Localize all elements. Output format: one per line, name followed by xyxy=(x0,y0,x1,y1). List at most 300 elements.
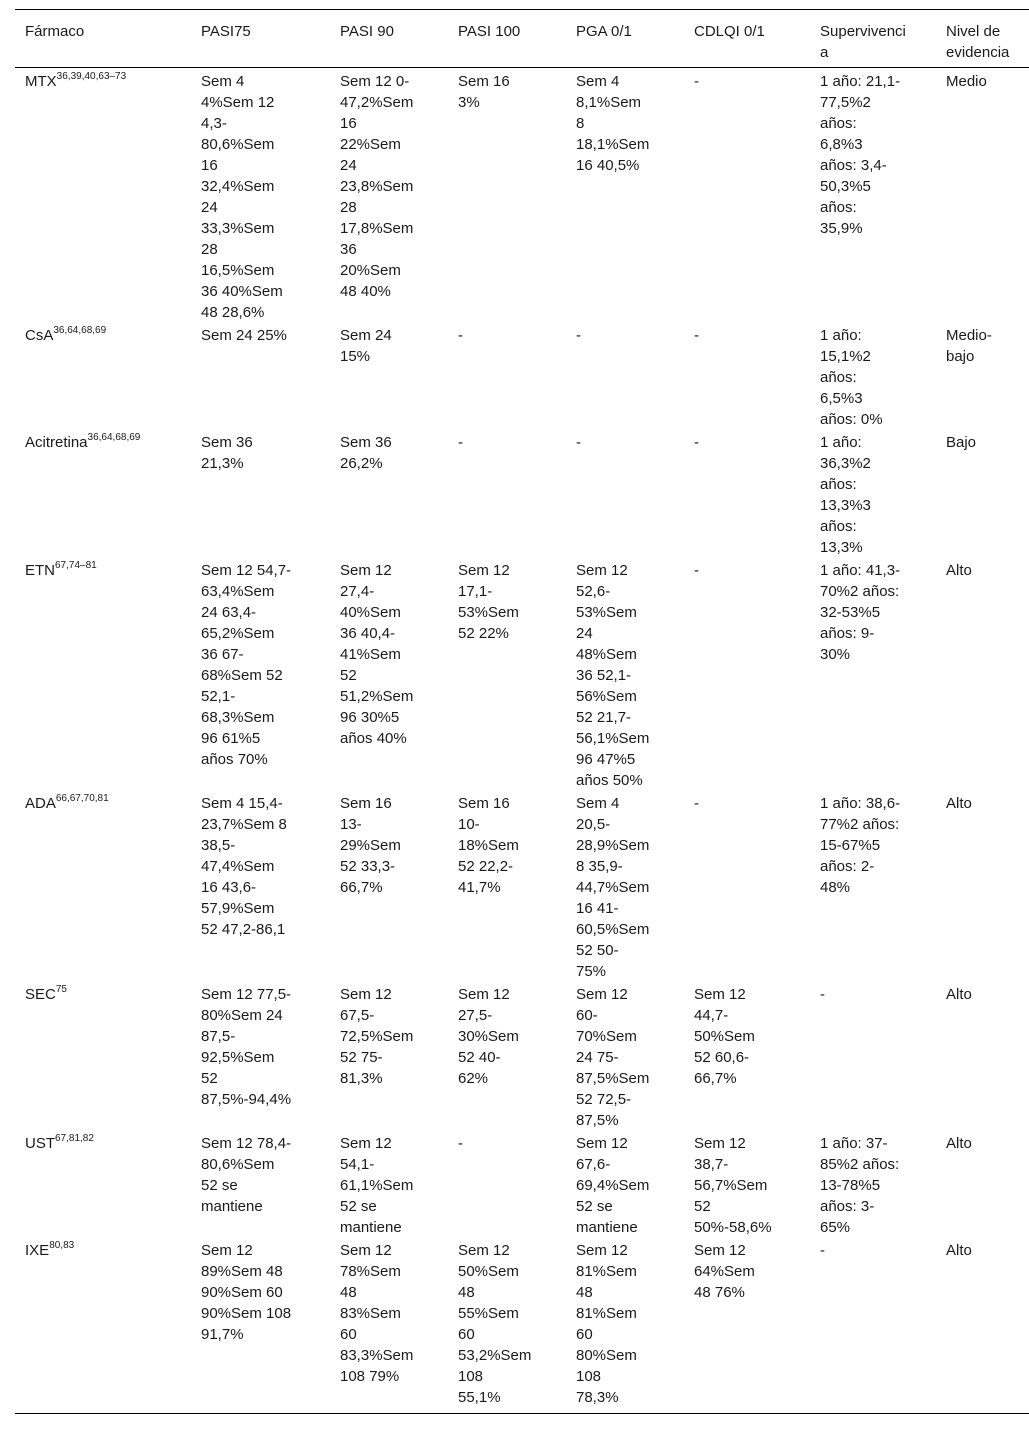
cell-line: 60 xyxy=(340,1326,357,1343)
cell-line: 4,3- xyxy=(201,115,227,132)
cell-line: 17,8%Sem xyxy=(340,220,414,237)
cell-line: 8 35,9- xyxy=(576,858,623,875)
cell-line: Medio xyxy=(946,73,987,90)
cell-line: 18%Sem xyxy=(458,837,519,854)
cell-pga xyxy=(576,1240,658,1408)
cell-line: 51,2%Sem xyxy=(340,688,414,705)
cell-line: 16 xyxy=(201,157,218,174)
cell-pasi75 xyxy=(201,793,301,940)
cell-line: 40%Sem xyxy=(340,604,401,621)
cell-line: 47,2%Sem xyxy=(340,94,414,111)
cell-line: años: xyxy=(820,199,857,216)
cell-line: 53,2%Sem xyxy=(458,1347,532,1364)
drug-references: 67,81,82 xyxy=(55,1133,94,1144)
cell-line: 62% xyxy=(458,1070,489,1087)
cell-line: 50%-58,6% xyxy=(694,1219,772,1236)
cell-line: 13,3%3 xyxy=(820,497,871,514)
cell-pga xyxy=(576,71,658,176)
cell-line: 53%Sem xyxy=(458,604,519,621)
cell-line: - xyxy=(820,1242,825,1259)
cell-line: 96 30%5 xyxy=(340,709,400,726)
cell-pasi100 xyxy=(458,984,540,1089)
cell-line: 90%Sem 60 xyxy=(201,1284,283,1301)
header-pasi100: PASI 100 xyxy=(458,23,521,40)
cell-line: 66,7% xyxy=(340,879,383,896)
cell-cdlqi xyxy=(694,793,776,814)
drug-references: 80,83 xyxy=(49,1240,75,1251)
cell-line: 15,1%2 xyxy=(820,348,871,365)
cell-line: 20,5- xyxy=(576,816,611,833)
cell-line: 63,4%Sem xyxy=(201,583,275,600)
cell-line: 48 xyxy=(458,1284,475,1301)
cell-line: 64%Sem xyxy=(694,1263,755,1280)
cell-line: 52 xyxy=(340,667,357,684)
header-pasi75: PASI75 xyxy=(201,23,251,40)
cell-line: 65% xyxy=(820,1219,851,1236)
table-header-rule xyxy=(15,67,1029,68)
cell-pasi75 xyxy=(201,1133,301,1217)
cell-nivel-evidencia xyxy=(946,325,1026,367)
cell-line: 41,7% xyxy=(458,879,501,896)
cell-pasi90 xyxy=(340,793,422,898)
cell-line: años: xyxy=(820,115,857,132)
cell-line: 21,3% xyxy=(201,455,244,472)
cell-line: 28 xyxy=(201,241,218,258)
cell-pasi90 xyxy=(340,432,422,474)
cell-line: Sem 24 25% xyxy=(201,327,287,344)
cell-line: 52 75- xyxy=(340,1049,383,1066)
cell-line: 48%Sem xyxy=(576,646,637,663)
cell-line: Sem 16 xyxy=(458,795,510,812)
cell-line: Sem 12 xyxy=(201,1242,253,1259)
cell-line: Bajo xyxy=(946,434,977,451)
cell-line: Sem 12 xyxy=(576,986,628,1003)
cell-line: 27,5- xyxy=(458,1007,493,1024)
drug-label: ETN xyxy=(25,562,55,579)
cell-line: Sem 12 54,7- xyxy=(201,562,292,579)
cell-line: Sem 12 xyxy=(576,1242,628,1259)
cell-line: años: 3,4- xyxy=(820,157,887,174)
cell-line: 80,6%Sem xyxy=(201,1156,275,1173)
cell-line: 4%Sem 12 xyxy=(201,94,275,111)
cell-line: 52 se xyxy=(340,1198,377,1215)
drug-name xyxy=(25,71,195,92)
header-nivel-evidencia: Nivel de evidencia xyxy=(946,23,1010,61)
cell-line: 36 40,4- xyxy=(340,625,396,642)
cell-line: 1 año: 38,6- xyxy=(820,795,901,812)
cell-line: 108 xyxy=(458,1368,484,1385)
cell-line: 87,5% xyxy=(576,1112,619,1129)
cell-line: Alto xyxy=(946,795,972,812)
cell-line: 56%Sem xyxy=(576,688,637,705)
cell-nivel-evidencia xyxy=(946,1133,1026,1154)
cell-line: 48 xyxy=(576,1284,593,1301)
cell-pasi90 xyxy=(340,1240,422,1387)
cell-line: 6,8%3 xyxy=(820,136,863,153)
cell-line: 68%Sem 52 xyxy=(201,667,283,684)
cell-line: 24 xyxy=(340,157,357,174)
cell-line: 26,2% xyxy=(340,455,383,472)
cell-line: 57,9%Sem xyxy=(201,900,275,917)
cell-line: 52 40- xyxy=(458,1049,501,1066)
cell-line: 15-67%5 xyxy=(820,837,881,854)
cell-line: 1 año: 21,1- xyxy=(820,73,901,90)
cell-line: 16,5%Sem xyxy=(201,262,275,279)
cell-line: 17,1- xyxy=(458,583,493,600)
cell-line: 75% xyxy=(576,963,607,980)
cell-pasi75 xyxy=(201,71,301,323)
cell-line: Sem 4 xyxy=(576,795,620,812)
cell-line: 13- xyxy=(340,816,362,833)
cell-line: - xyxy=(576,327,581,344)
cell-line: bajo xyxy=(946,348,975,365)
cell-line: 1 año: xyxy=(820,434,862,451)
cell-line: 3% xyxy=(458,94,480,111)
cell-pasi90 xyxy=(340,71,422,302)
cell-line: - xyxy=(576,434,581,451)
drug-label: MTX xyxy=(25,73,57,90)
cell-pasi100 xyxy=(458,432,540,453)
cell-nivel-evidencia xyxy=(946,984,1026,1005)
cell-line: 52 xyxy=(201,1070,218,1087)
cell-line: 77%2 años: xyxy=(820,816,900,833)
cell-line: Sem 12 xyxy=(340,1135,392,1152)
cell-line: 38,5- xyxy=(201,837,236,854)
cell-pga xyxy=(576,984,658,1131)
cell-line: 48 xyxy=(340,1284,357,1301)
cell-cdlqi xyxy=(694,984,776,1089)
cell-line: Sem 12 78,4- xyxy=(201,1135,292,1152)
cell-line: - xyxy=(694,434,699,451)
header-cdlqi: CDLQI 0/1 xyxy=(694,23,765,40)
cell-line: Sem 16 xyxy=(340,795,392,812)
cell-line: 22%Sem xyxy=(340,136,401,153)
cell-line: Sem 36 xyxy=(340,434,392,451)
cell-line: 50%Sem xyxy=(458,1263,519,1280)
drug-label: IXE xyxy=(25,1242,50,1259)
cell-pasi100 xyxy=(458,325,540,346)
cell-line: 81,3% xyxy=(340,1070,383,1087)
drug-references: 36,64,68,69 xyxy=(87,432,141,443)
cell-pga xyxy=(576,325,658,346)
cell-supervivencia xyxy=(820,984,910,1005)
cell-line: - xyxy=(458,1135,463,1152)
cell-supervivencia xyxy=(820,560,910,665)
cell-line: 66,7% xyxy=(694,1070,737,1087)
cell-line: Sem 4 xyxy=(201,73,245,90)
cell-line: 52,6- xyxy=(576,583,611,600)
cell-line: 81%Sem xyxy=(576,1263,637,1280)
cell-line: 60- xyxy=(576,1007,598,1024)
cell-cdlqi xyxy=(694,1133,776,1238)
cell-nivel-evidencia xyxy=(946,71,1026,92)
cell-line: 70%Sem xyxy=(576,1028,637,1045)
cell-line: 78%Sem xyxy=(340,1263,401,1280)
cell-line: 30%Sem xyxy=(458,1028,519,1045)
cell-line: Sem 12 77,5- xyxy=(201,986,292,1003)
cell-line: Alto xyxy=(946,1242,972,1259)
cell-line: 47,4%Sem xyxy=(201,858,275,875)
cell-line: 30% xyxy=(820,646,851,663)
cell-line: 36 67- xyxy=(201,646,244,663)
cell-supervivencia xyxy=(820,1240,910,1261)
cell-line: 20%Sem xyxy=(340,262,401,279)
cell-line: - xyxy=(694,795,699,812)
cell-line: Sem 12 xyxy=(340,562,392,579)
cell-line: 16 43,6- xyxy=(201,879,257,896)
cell-line: 48 76% xyxy=(694,1284,745,1301)
cell-line: 23,7%Sem 8 xyxy=(201,816,287,833)
cell-line: 36 52,1- xyxy=(576,667,632,684)
cell-line: Sem 12 xyxy=(694,1242,746,1259)
cell-pasi100 xyxy=(458,71,540,113)
cell-line: 48 28,6% xyxy=(201,304,265,321)
drug-references: 67,74–81 xyxy=(55,560,97,571)
cell-line: 69,4%Sem xyxy=(576,1177,650,1194)
cell-line: 81%Sem xyxy=(576,1305,637,1322)
cell-cdlqi xyxy=(694,71,776,92)
cell-line: - xyxy=(458,434,463,451)
cell-line: 50,3%5 xyxy=(820,178,871,195)
cell-supervivencia xyxy=(820,793,910,898)
cell-line: 8 xyxy=(576,115,585,132)
cell-line: 67,6- xyxy=(576,1156,611,1173)
cell-line: 65,2%Sem xyxy=(201,625,275,642)
cell-line: 24 75- xyxy=(576,1049,619,1066)
cell-line: Alto xyxy=(946,562,972,579)
cell-cdlqi xyxy=(694,560,776,581)
header-farmaco: Fármaco xyxy=(25,23,85,40)
cell-line: 92,5%Sem xyxy=(201,1049,275,1066)
cell-line: Sem 24 xyxy=(340,327,392,344)
cell-pasi75 xyxy=(201,984,301,1110)
cell-line: 52 22% xyxy=(458,625,509,642)
cell-line: 87,5- xyxy=(201,1028,236,1045)
cell-line: 8,1%Sem xyxy=(576,94,642,111)
cell-pasi90 xyxy=(340,325,422,367)
cell-supervivencia xyxy=(820,325,910,430)
cell-pasi90 xyxy=(340,984,422,1089)
cell-supervivencia xyxy=(820,71,910,239)
cell-line: 80%Sem 24 xyxy=(201,1007,283,1024)
cell-line: 1 año: xyxy=(820,327,862,344)
cell-line: - xyxy=(694,562,699,579)
cell-line: 28,9%Sem xyxy=(576,837,650,854)
cell-line: 83,3%Sem xyxy=(340,1347,414,1364)
cell-line: 55,1% xyxy=(458,1389,501,1406)
cell-line: 60 xyxy=(576,1326,593,1343)
cell-line: Sem 12 xyxy=(576,562,628,579)
cell-line: 56,7%Sem xyxy=(694,1177,768,1194)
drug-label: Acitretina xyxy=(25,434,88,451)
cell-line: 32-53%5 xyxy=(820,604,881,621)
cell-line: 67,5- xyxy=(340,1007,375,1024)
cell-cdlqi xyxy=(694,432,776,453)
cell-line: años 70% xyxy=(201,751,268,768)
cell-line: 60,5%Sem xyxy=(576,921,650,938)
cell-line: 52 se xyxy=(576,1198,613,1215)
drug-label: SEC xyxy=(25,986,56,1003)
cell-pasi75 xyxy=(201,1240,301,1345)
cell-line: Medio- xyxy=(946,327,992,344)
cell-line: 68,3%Sem xyxy=(201,709,275,726)
cell-pasi90 xyxy=(340,1133,422,1238)
cell-line: 36 xyxy=(340,241,357,258)
cell-line: 78,3% xyxy=(576,1389,619,1406)
cell-line: 53%Sem xyxy=(576,604,637,621)
cell-line: años: 2- xyxy=(820,858,875,875)
cell-line: años 50% xyxy=(576,772,643,789)
cell-line: 85%2 años: xyxy=(820,1156,900,1173)
drug-label: ADA xyxy=(25,795,56,812)
cell-line: 89%Sem 48 xyxy=(201,1263,283,1280)
drug-name xyxy=(25,984,195,1005)
cell-line: 77,5%2 xyxy=(820,94,871,111)
cell-line: 32,4%Sem xyxy=(201,178,275,195)
cell-line: 24 xyxy=(576,625,593,642)
cell-line: 27,4- xyxy=(340,583,375,600)
drug-label: UST xyxy=(25,1135,55,1152)
cell-line: Sem 12 xyxy=(694,986,746,1003)
cell-line: 55%Sem xyxy=(458,1305,519,1322)
cell-line: 52 22,2- xyxy=(458,858,514,875)
table-bottom-rule xyxy=(15,1413,1029,1414)
cell-line: 38,7- xyxy=(694,1156,729,1173)
cell-line: 50%Sem xyxy=(694,1028,755,1045)
cell-line: años: 9- xyxy=(820,625,875,642)
cell-line: 16 xyxy=(340,115,357,132)
cell-line: 108 xyxy=(576,1368,602,1385)
cell-line: años: 0% xyxy=(820,411,883,428)
cell-pasi100 xyxy=(458,1133,540,1154)
cell-line: 52 xyxy=(694,1198,711,1215)
cell-line: 90%Sem 108 xyxy=(201,1305,292,1322)
cell-line: 87,5%Sem xyxy=(576,1070,650,1087)
cell-line: 70%2 años: xyxy=(820,583,900,600)
cell-line: Sem 12 xyxy=(340,986,392,1003)
cell-line: 36,3%2 xyxy=(820,455,871,472)
drug-name xyxy=(25,1240,195,1261)
cell-line: 1 año: 41,3- xyxy=(820,562,901,579)
drug-references: 36,39,40,63–73 xyxy=(56,71,127,82)
cell-line: años: xyxy=(820,369,857,386)
cell-line: 33,3%Sem xyxy=(201,220,275,237)
cell-line: 6,5%3 xyxy=(820,390,863,407)
cell-line: 18,1%Sem xyxy=(576,136,650,153)
cell-line: 16 40,5% xyxy=(576,157,640,174)
cell-line: 29%Sem xyxy=(340,837,401,854)
cell-line: 24 xyxy=(201,199,218,216)
cell-line: 23,8%Sem xyxy=(340,178,414,195)
cell-line: años: xyxy=(820,518,857,535)
cell-line: 52 60,6- xyxy=(694,1049,750,1066)
header-supervivencia: Supervivencia xyxy=(820,23,906,61)
cell-pasi100 xyxy=(458,793,540,898)
cell-line: - xyxy=(458,327,463,344)
cell-line: 52 21,7- xyxy=(576,709,632,726)
cell-nivel-evidencia xyxy=(946,1240,1026,1261)
cell-line: Sem 36 xyxy=(201,434,253,451)
cell-line: Sem 12 xyxy=(458,562,510,579)
drug-label: CsA xyxy=(25,327,54,344)
cell-line: 80%Sem xyxy=(576,1347,637,1364)
cell-line: años: 3- xyxy=(820,1198,875,1215)
cell-line: 52 72,5- xyxy=(576,1091,632,1108)
cell-line: 41%Sem xyxy=(340,646,401,663)
drug-references: 75 xyxy=(55,984,67,995)
cell-line: 16 41- xyxy=(576,900,619,917)
cell-line: 52 47,2-86,1 xyxy=(201,921,286,938)
cell-line: 61,1%Sem xyxy=(340,1177,414,1194)
cell-line: Sem 16 xyxy=(458,73,510,90)
cell-line: mantiene xyxy=(201,1198,263,1215)
table-top-rule xyxy=(15,9,1029,10)
cell-line: Alto xyxy=(946,986,972,1003)
cell-line: 87,5%-94,4% xyxy=(201,1091,292,1108)
cell-line: 80,6%Sem xyxy=(201,136,275,153)
cell-line: 56,1%Sem xyxy=(576,730,650,747)
header-pga: PGA 0/1 xyxy=(576,23,632,40)
cell-line: 52 33,3- xyxy=(340,858,396,875)
cell-cdlqi xyxy=(694,1240,776,1303)
drug-name xyxy=(25,560,195,581)
drug-name xyxy=(25,793,195,814)
cell-pga xyxy=(576,1133,658,1238)
cell-line: Sem 4 xyxy=(576,73,620,90)
cell-line: años 40% xyxy=(340,730,407,747)
cell-line: 13-78%5 xyxy=(820,1177,881,1194)
cell-line: 96 47%5 xyxy=(576,751,636,768)
cell-pga xyxy=(576,793,658,982)
cell-line: 54,1- xyxy=(340,1156,375,1173)
cell-line: Sem 12 xyxy=(458,986,510,1003)
cell-line: 1 año: 37- xyxy=(820,1135,888,1152)
cell-cdlqi xyxy=(694,325,776,346)
cell-line: años: xyxy=(820,476,857,493)
cell-line: mantiene xyxy=(576,1219,638,1236)
cell-nivel-evidencia xyxy=(946,793,1026,814)
cell-line: 52,1- xyxy=(201,688,236,705)
cell-line: 35,9% xyxy=(820,220,863,237)
cell-line: 91,7% xyxy=(201,1326,244,1343)
cell-line: mantiene xyxy=(340,1219,402,1236)
cell-pga xyxy=(576,560,658,791)
cell-line: 28 xyxy=(340,199,357,216)
cell-line: - xyxy=(820,986,825,1003)
cell-line: 52 se xyxy=(201,1177,238,1194)
cell-line: 60 xyxy=(458,1326,475,1343)
cell-line: 24 63,4- xyxy=(201,604,257,621)
cell-line: Sem 12 0- xyxy=(340,73,410,90)
drug-references: 66,67,70,81 xyxy=(55,793,109,804)
cell-line: 96 61%5 xyxy=(201,730,261,747)
cell-nivel-evidencia xyxy=(946,560,1026,581)
cell-line: Sem 4 15,4- xyxy=(201,795,283,812)
cell-line: 15% xyxy=(340,348,371,365)
cell-line: Sem 12 xyxy=(340,1242,392,1259)
cell-line: Alto xyxy=(946,1135,972,1152)
cell-line: 52 50- xyxy=(576,942,619,959)
cell-line: 44,7- xyxy=(694,1007,729,1024)
header-pasi90: PASI 90 xyxy=(340,23,394,40)
cell-line: 72,5%Sem xyxy=(340,1028,414,1045)
drug-name xyxy=(25,325,195,346)
cell-pga xyxy=(576,432,658,453)
cell-line: 44,7%Sem xyxy=(576,879,650,896)
drug-name xyxy=(25,432,195,453)
cell-pasi75 xyxy=(201,560,301,770)
cell-line: 48 40% xyxy=(340,283,391,300)
